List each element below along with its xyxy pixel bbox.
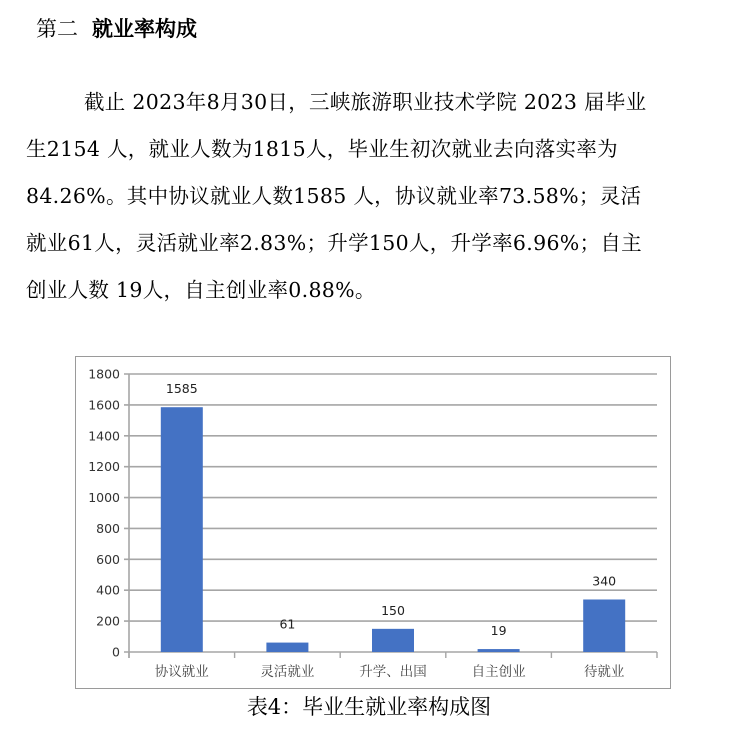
data-label: 19	[490, 623, 507, 639]
paragraph-line: 创业人数 19人，自主创业率0.88%。	[26, 278, 376, 302]
bar	[161, 407, 203, 652]
y-tick-label: 1400	[88, 428, 120, 444]
y-tick-label: 600	[96, 551, 120, 567]
y-tick-label: 200	[96, 613, 120, 629]
data-label: 150	[381, 602, 405, 618]
bar	[372, 629, 414, 652]
section-title: 就业率构成	[92, 17, 197, 41]
section-heading	[36, 14, 197, 44]
y-tick-label: 1000	[88, 490, 120, 506]
bar-chart-canvas	[76, 357, 672, 690]
y-tick-label: 800	[96, 520, 120, 536]
x-category-label: 待就业	[583, 664, 625, 680]
bar-chart	[75, 356, 671, 689]
bar	[266, 643, 308, 652]
bar	[583, 599, 625, 652]
section-number: 第二	[36, 17, 78, 41]
x-category-label: 灵活就业	[260, 664, 315, 680]
data-label: 340	[592, 573, 617, 589]
x-category-label: 升学、出国	[359, 664, 427, 680]
data-label: 61	[279, 616, 296, 632]
paragraph-line: 截止 2023年8月30日，三峡旅游职业技术学院 2023 届毕业	[84, 90, 647, 114]
x-category-label: 自主创业	[471, 664, 526, 680]
paragraph-line: 就业61人，灵活就业率2.83%；升学150人，升学率6.96%；自主	[26, 231, 642, 255]
y-tick-label: 1800	[88, 366, 120, 382]
paragraph-line: 84.26%。其中协议就业人数1585 人，协议就业率73.58%；灵活	[26, 184, 642, 208]
data-label: 1585	[165, 381, 198, 397]
y-tick-label: 1200	[88, 459, 120, 475]
y-tick-label: 400	[96, 582, 120, 598]
paragraph-line: 生2154 人，就业人数为1815人，毕业生初次就业去向落实率为	[26, 137, 618, 161]
bar	[478, 649, 520, 652]
y-tick-label: 0	[112, 644, 120, 660]
y-tick-label: 1600	[88, 397, 120, 413]
x-category-label: 协议就业	[154, 664, 209, 680]
figure-caption: 表4：毕业生就业率构成图	[246, 695, 492, 719]
